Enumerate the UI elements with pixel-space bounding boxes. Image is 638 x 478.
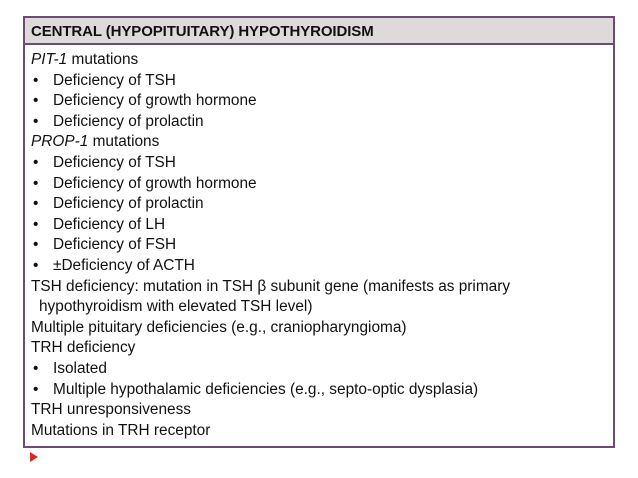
bullet-icon: • [33,92,39,110]
bullet-icon: • [33,153,39,171]
list-item-text: Deficiency of FSH [53,236,177,254]
bullet-icon: • [33,256,39,274]
tsh-deficiency-line-2: hypothyroidism with elevated TSH level) [39,298,313,316]
list-item [31,112,607,133]
list-item-text: ±Deficiency of ACTH [53,256,195,274]
list-item [31,194,607,215]
beta-symbol: β [257,277,267,295]
bullet-icon: • [33,359,39,377]
list-item-text: Multiple hypothalamic deficiencies (e.g., septo-optic dysplasia) [53,380,479,398]
list-item [31,235,607,256]
table-panel [23,16,615,448]
tsh-deficiency-text-cont: subunit gene (manifests as primary [266,277,511,295]
prop1-gene-name: PROP-1 [31,133,89,151]
pit1-heading-suffix: mutations [67,51,139,68]
bullet-icon: • [33,112,39,130]
list-item [31,380,607,401]
bullet-icon: • [33,71,39,89]
list-item [31,153,607,174]
prop1-heading-suffix: mutations [88,133,160,151]
list-item-text: Deficiency of growth hormone [53,174,257,192]
bullet-icon: • [33,195,39,213]
pit1-gene-name: PIT-1 [31,51,68,68]
list-item [31,91,607,112]
list-item-text: Deficiency of prolactin [53,195,204,213]
trh-receptor-line: Mutations in TRH receptor [31,421,211,439]
bullet-icon: • [33,215,39,233]
list-item-text: Deficiency of TSH [53,71,176,89]
list-item [31,174,607,195]
list-item [31,215,607,236]
list-item-text: Deficiency of prolactin [53,112,204,130]
slide-marker-icon [30,452,38,462]
list-item [31,359,607,380]
bullet-icon: • [33,174,39,192]
tsh-deficiency-text: TSH deficiency: mutation in TSH [31,277,258,295]
prop1-heading [31,132,607,153]
list-item [31,71,607,92]
trh-unresponsiveness-line: TRH unresponsiveness [31,401,191,419]
list-item [31,256,607,277]
table-title: CENTRAL (HYPOPITUITARY) HYPOTHYROIDISM [25,18,613,45]
trh-deficiency-heading: TRH deficiency [31,339,136,357]
list-item-text: Deficiency of TSH [53,153,176,171]
multiple-pituitary-line: Multiple pituitary deficiencies (e.g., craniopharyngioma) [31,318,407,336]
list-item-text: Isolated [53,359,107,377]
list-item-text: Deficiency of growth hormone [53,92,257,110]
bullet-icon: • [33,380,39,398]
pit1-heading [31,50,607,71]
table-content [31,50,607,441]
bullet-icon: • [33,236,39,254]
tsh-deficiency-line-1 [31,277,607,298]
list-item-text: Deficiency of LH [53,215,166,233]
